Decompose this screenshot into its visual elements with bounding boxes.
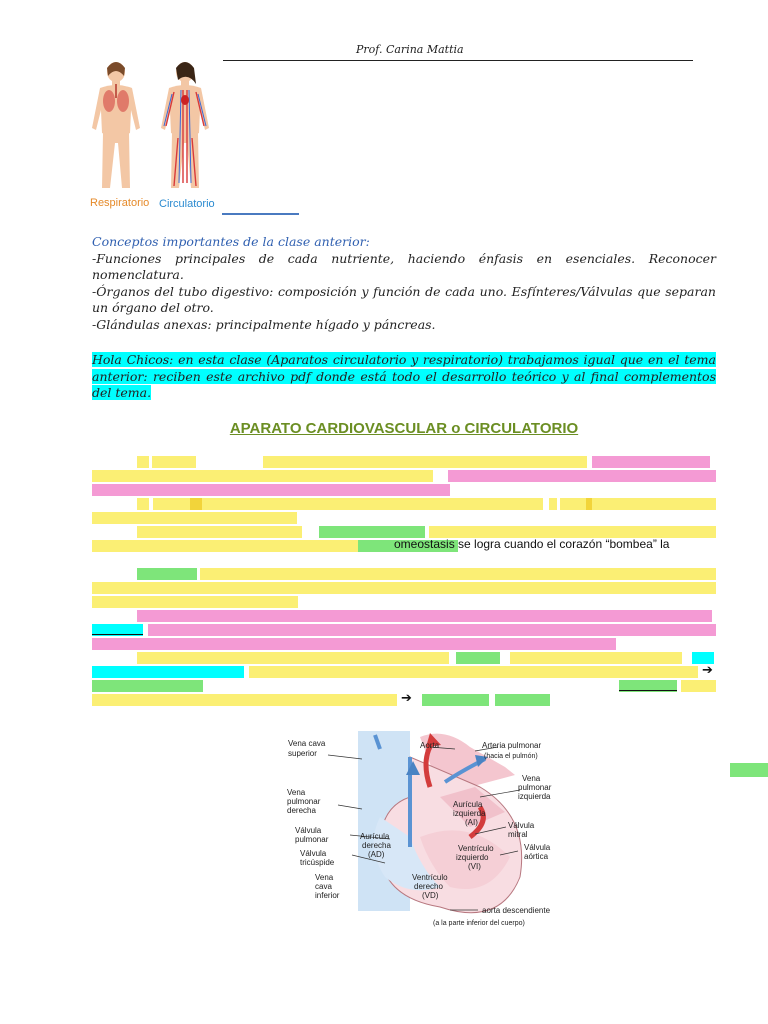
- label-vena-cava-superior-2: superior: [288, 749, 317, 758]
- highlight-green: [358, 540, 394, 552]
- header-author: Prof. Carina Mattia: [356, 43, 464, 56]
- label-auricula-der: Aurícula: [360, 832, 390, 841]
- label-valvula-aortica-2: aórtica: [524, 852, 549, 861]
- highlight-yellow: [249, 666, 698, 678]
- label-ventriculo-izq-2: izquierdo: [456, 853, 489, 862]
- label-ventriculo-izq: Ventrículo: [458, 844, 494, 853]
- body-systems-illustration: [88, 58, 228, 216]
- respiratorio-label: Respiratorio: [90, 197, 150, 209]
- label-valvula-tricuspide: Válvula: [300, 849, 327, 858]
- highlight-yellow: [153, 498, 543, 510]
- highlight-yellow: [92, 470, 433, 482]
- highlight-yellow: [92, 540, 358, 552]
- highlight-yellow: [137, 652, 449, 664]
- label-ventriculo-der-2: derecho: [414, 882, 443, 891]
- highlight-green: [495, 694, 550, 706]
- label-vena-cava-superior: Vena cava: [288, 739, 326, 748]
- highlight-yellow: [586, 498, 592, 510]
- highlight-yellow: [137, 456, 149, 468]
- highlight-yellow: [92, 512, 297, 524]
- heart-diagram: [270, 727, 600, 932]
- highlight-yellow: [152, 456, 196, 468]
- label-valvula-pulmonar: Válvula: [295, 826, 322, 835]
- highlight-green: [456, 652, 500, 664]
- label-ventriculo-izq-3: (VI): [468, 862, 481, 871]
- highlight-yellow: [510, 652, 682, 664]
- highlight-yellow: [137, 526, 302, 538]
- label-vena-pulm-der-3: derecha: [287, 806, 316, 815]
- highlight-green: [422, 694, 489, 706]
- concepts-title: Conceptos importantes de la clase anterior:: [92, 234, 370, 249]
- concepts-block: [92, 234, 716, 333]
- label-aorta-desc-sub: (a la parte inferior del cuerpo): [433, 920, 525, 927]
- label-auricula-der-2: derecha: [362, 841, 391, 850]
- label-aorta: Aorta: [420, 741, 440, 750]
- underline: [619, 690, 677, 691]
- highlight-yellow: [200, 568, 716, 580]
- label-valvula-mitral: Válvula: [508, 821, 535, 830]
- label-auricula-der-3: (AD): [368, 850, 385, 859]
- label-valvula-pulmonar-2: pulmonar: [295, 835, 329, 844]
- highlight-yellow: [549, 498, 557, 510]
- label-auricula-izq-3: (AI): [465, 818, 478, 827]
- label-arteria-pulmonar: Arteria pulmonar: [482, 741, 542, 750]
- header-rule: [223, 60, 693, 61]
- label-valvula-mitral-2: mitral: [508, 830, 528, 839]
- label-vena-pulm-der: Vena: [287, 788, 306, 797]
- label-vena-pulm-izq-3: izquierda: [518, 792, 551, 801]
- label-hacia-pulmon: (hacia el pulmón): [484, 753, 538, 760]
- highlight-yellow: [92, 596, 298, 608]
- highlight-yellow: [137, 498, 149, 510]
- highlight-cyan: [92, 666, 244, 678]
- arrow-icon: ➔: [702, 663, 713, 678]
- label-vena-pulm-izq-2: pulmonar: [518, 783, 552, 792]
- label-aorta-descendiente: aorta descendiente: [482, 906, 551, 915]
- omeostasis-text: omeostasis se logra cuando el corazón “bombea” la: [394, 537, 670, 551]
- section-title: APARATO CARDIOVASCULAR o CIRCULATORIO: [229, 420, 579, 437]
- concepts-line-2: -Órganos del tubo digestivo: composición y función de cada uno. Esfínteres/Válvulas que separan un órgano del otro.: [92, 283, 716, 315]
- highlight-yellow: [681, 680, 716, 692]
- highlight-pink: [137, 610, 712, 622]
- highlight-yellow: [263, 456, 587, 468]
- highlight-pink: [592, 456, 710, 468]
- label-ventriculo-der-3: (VD): [422, 891, 439, 900]
- highlight-yellow: [92, 582, 716, 594]
- label-valvula-aortica: Válvula: [524, 843, 551, 852]
- blue-underline: [222, 213, 299, 215]
- label-auricula-izq-2: izquierda: [453, 809, 486, 818]
- label-auricula-izq: Aurícula: [453, 800, 483, 809]
- highlight-yellow: [190, 498, 202, 510]
- label-vena-cava-inf: Vena: [315, 873, 334, 882]
- underline: [92, 634, 143, 635]
- circulatorio-label: Circulatorio: [159, 198, 215, 210]
- label-vena-cava-inf-2: cava: [315, 882, 332, 891]
- highlight-pink: [92, 484, 450, 496]
- label-valvula-tricuspide-2: tricúspide: [300, 858, 335, 867]
- circulatory-figure: [161, 62, 209, 188]
- label-vena-pulm-izq: Vena: [522, 774, 541, 783]
- highlight-yellow: [92, 694, 397, 706]
- highlight-pink: [448, 470, 716, 482]
- highlight-pink: [92, 638, 616, 650]
- concepts-line-1: -Funciones principales de cada nutriente, haciendo énfasis en esenciales. Reconocer nomenclatura.: [92, 250, 716, 282]
- highlight-pink: [148, 624, 716, 636]
- highlight-green: [92, 680, 203, 692]
- arrow-icon: ➔: [401, 691, 412, 706]
- intro-paragraph: [92, 352, 716, 402]
- highlight-green: [730, 763, 768, 777]
- intro-text: Hola Chicos: en esta clase (Aparatos circulatorio y respiratorio) trabajamos igual que en el tema anterior: reciben este archivo pdf donde está todo el desarrollo teórico y al final complementos del tema.: [92, 352, 716, 400]
- label-vena-pulm-der-2: pulmonar: [287, 797, 321, 806]
- label-ventriculo-der: Ventrículo: [412, 873, 448, 882]
- highlight-green: [137, 568, 197, 580]
- concepts-line-3: -Glándulas anexas: principalmente hígado y páncreas.: [92, 316, 436, 332]
- respiratory-figure: [92, 62, 140, 188]
- label-vena-cava-inf-3: inferior: [315, 891, 340, 900]
- highlight-yellow: [560, 498, 716, 510]
